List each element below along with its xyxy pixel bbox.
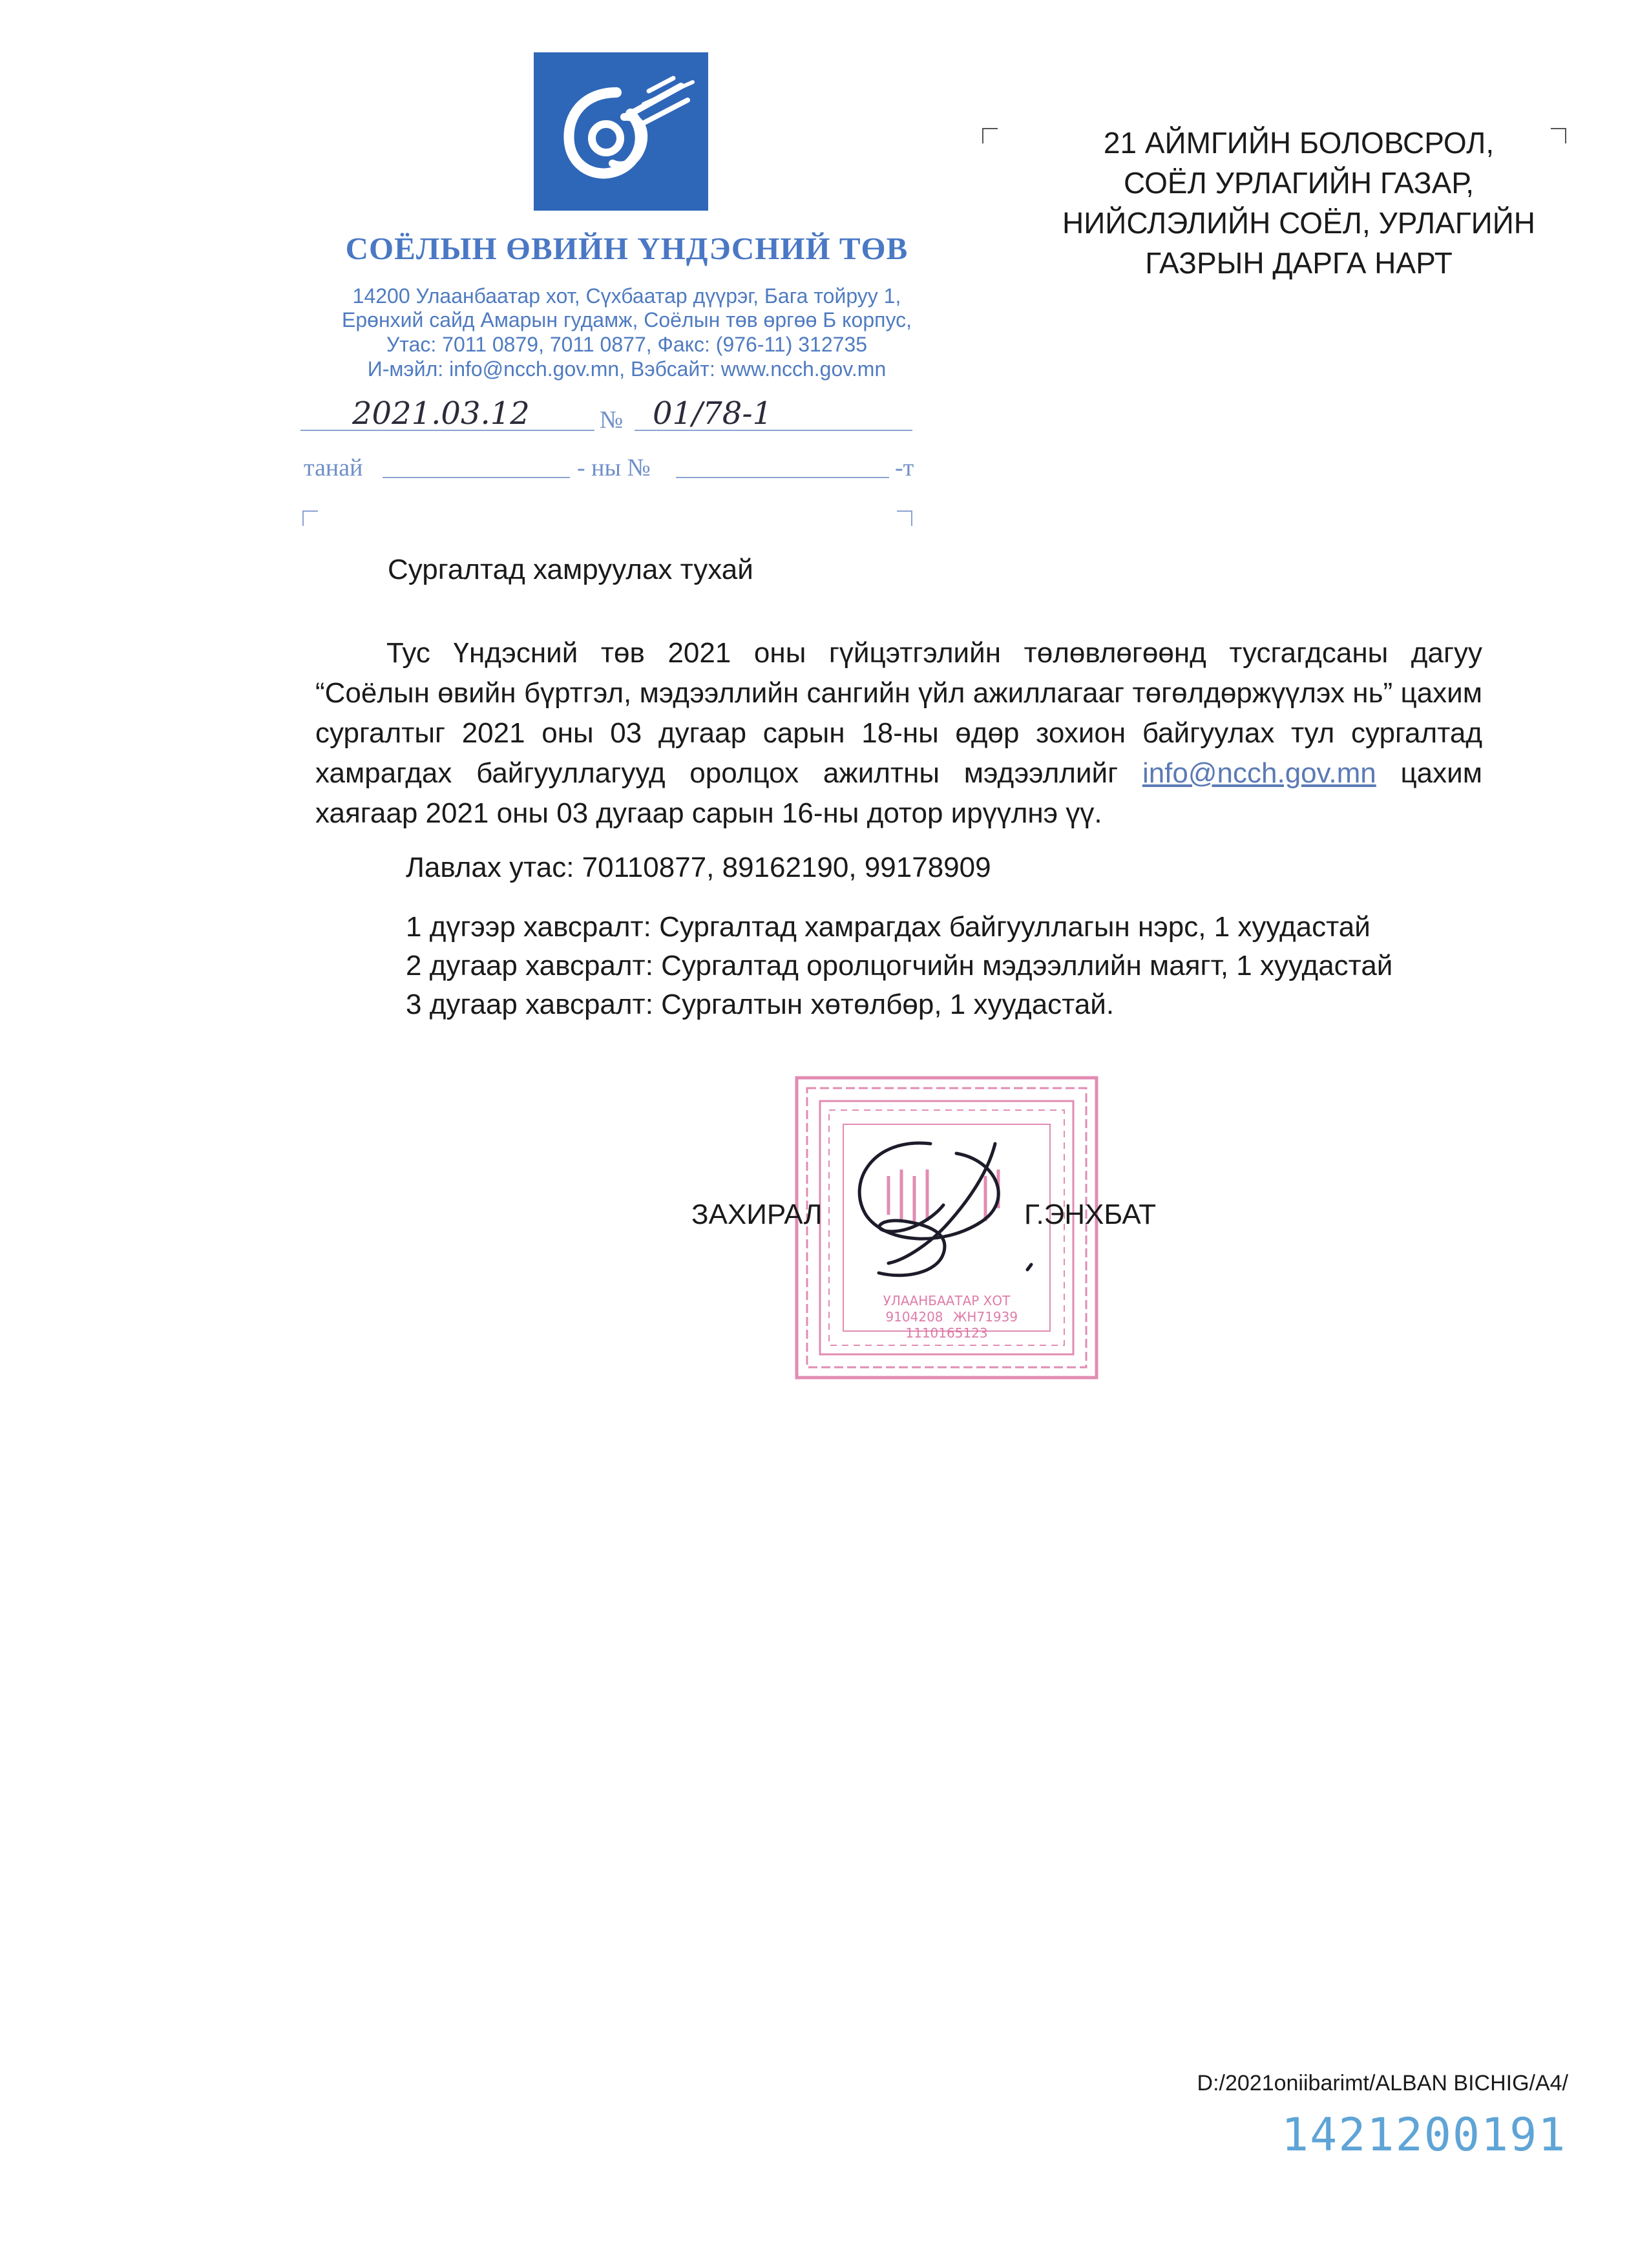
recipient-block [1008, 123, 1590, 283]
attachment-2: 2 дугаар хавсралт: Сургалтад оролцогчийн мэдээллийн маягт, 1 хуудастай [406, 950, 1393, 982]
email-link[interactable]: info@ncch.gov.mn [1142, 757, 1376, 789]
reference-phone: Лавлах утас: 70110877, 89162190, 99178909 [406, 852, 991, 883]
your-date-underline [383, 477, 570, 478]
recipient-bracket-left [982, 128, 998, 143]
phone-fax-line: Утас: 7011 0879, 7011 0877, Факс: (976-11) 312735 [386, 333, 868, 356]
body-text-part-1: Тус Үндэсний төв 2021 оны гүйцэтгэлийн төлөвлөгөөнд тусгагдсаны дагуу “Соёлын өвийн бүртгэл, мэдээллийн сангийн үйл ажиллагааг төгөлдөржүүлэх нь” цахим сургалтыг 2021 оны 03 дугаар сарын 18-ны өдөр зохион байгуулах тул сургалтад хамрагдах байгууллагууд оролцох ажилтны мэдээллийг [315, 637, 1482, 789]
stamp-city: УЛААНБААТАР ХОТ [883, 1293, 1011, 1308]
attachment-1: 1 дүгээр хавсралт: Сургалтад хамрагдах байгууллагын нэрс, 1 хуудастай [406, 911, 1371, 943]
signature-scribble-icon [834, 1124, 1053, 1305]
signatory-name: Г.ЭНХБАТ [1024, 1199, 1157, 1230]
your-label: танай [304, 454, 363, 481]
of-number-label: - ны № [577, 454, 651, 481]
body-text-part-2: цахим хаягаар 2021 оны 03 дугаар сарын 16-ны дотор ирүүлнэ үү. [315, 757, 1482, 829]
number-sign: № [600, 406, 624, 434]
address-line-1: 14200 Улаанбаатар хот, Сүхбаатар дүүрэг, Бага тойруу 1, [352, 284, 901, 308]
recipient-line-2: СОЁЛ УРЛАГИЙН ГАЗАР, [1123, 166, 1475, 200]
registration-number-stamp: 1421200191 [1281, 2108, 1567, 2161]
organization-logo [534, 52, 708, 211]
email-website-line: И-мэйл: info@ncch.gov.mn, Вэбсайт: www.ncch.gov.mn [367, 357, 887, 381]
recipient-line-1: 21 АЙМГИЙН БОЛОВСРОЛ, [1103, 126, 1495, 160]
recipient-line-4: ГАЗРЫН ДАРГА НАРТ [1145, 246, 1453, 280]
your-number-underline [676, 477, 889, 478]
body-paragraph [315, 633, 1482, 834]
letter-number: 01/78-1 [653, 395, 773, 432]
signatory-title: ЗАХИРАЛ [691, 1199, 823, 1230]
logo-mark-icon [534, 52, 708, 211]
corner-bracket-top-right [897, 510, 912, 526]
to-label: -т [895, 454, 914, 481]
letter-date: 2021.03.12 [352, 395, 530, 432]
stamp-code-2: ЖН71939 [952, 1309, 1018, 1325]
corner-bracket-top-left [302, 510, 318, 526]
organization-name: СОЁЛЫН ӨВИЙН ҮНДЭСНИЙ ТӨВ [345, 231, 909, 266]
address-line-2: Ерөнхий сайд Амарын гудамж, Соёлын төв өргөө Б корпус, [342, 308, 912, 331]
file-path: D:/2021oniibarimt/ALBAN BICHIG/A4/ [1197, 2071, 1568, 2095]
handwritten-signature [834, 1124, 1053, 1305]
recipient-line-3: НИЙСЛЭЛИЙН СОЁЛ, УРЛАГИЙН [1062, 206, 1535, 240]
stamp-code-3: 1110165123 [905, 1325, 988, 1341]
attachment-3: 3 дугаар хавсралт: Сургалтын хөтөлбөр, 1 хуудастай. [406, 989, 1115, 1020]
letter-subject: Сургалтад хамруулах тухай [388, 554, 753, 585]
stamp-code-1: 9104208 [885, 1309, 943, 1325]
